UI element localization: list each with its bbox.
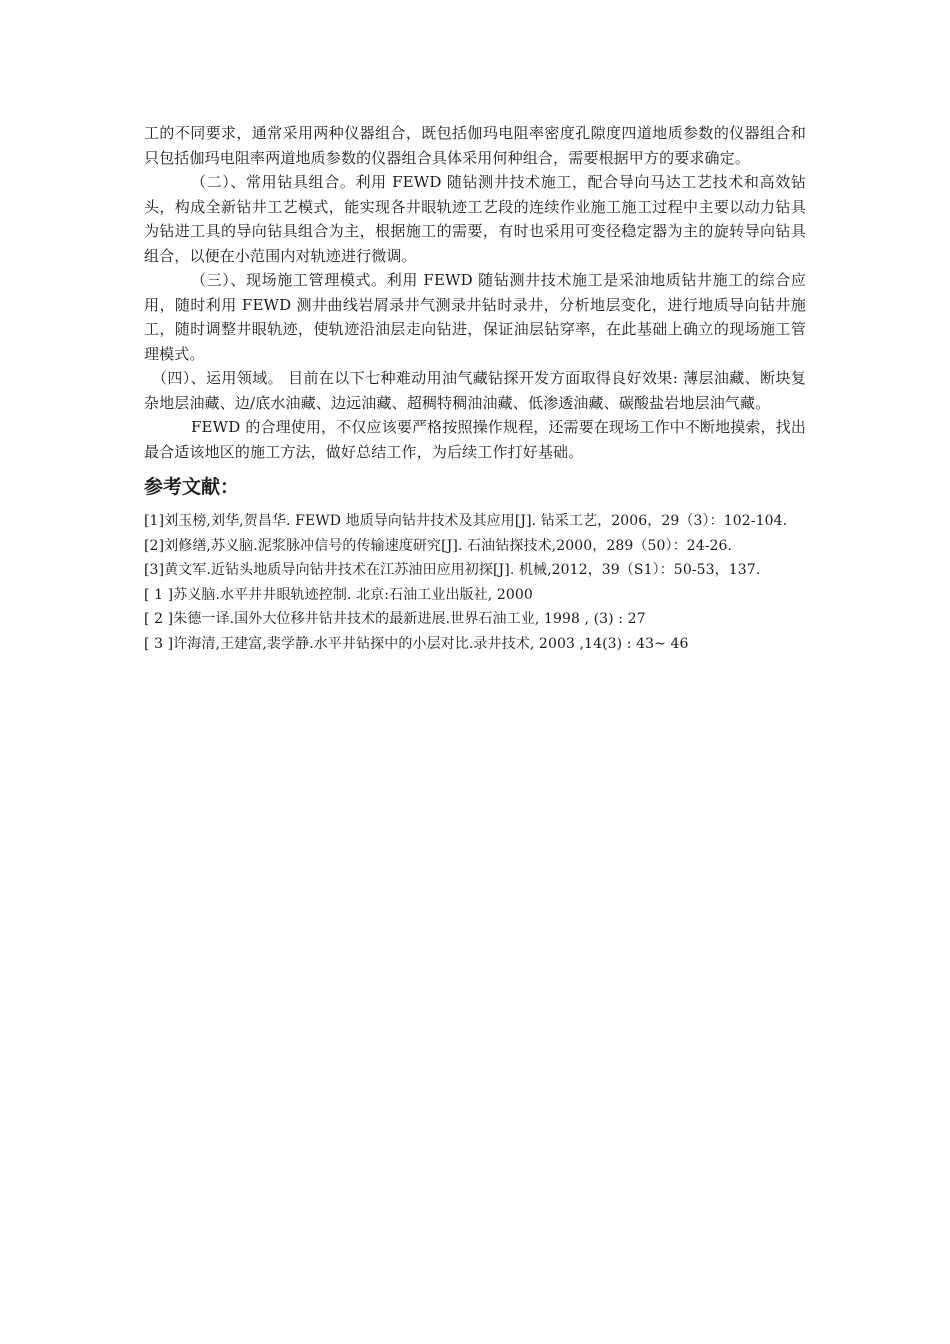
references-heading: 参考文献： <box>144 476 240 498</box>
reference-item: [2]刘修缮,苏义脑.泥浆脉冲信号的传输速度研究[J]. 石油钻探技术,2000，289（50）：24-26. <box>144 537 733 554</box>
body-paragraph-5: FEWD 的合理使用，不仅应该要严格按照操作规程，还需要在现场工作中不断地摸索，找出最合适该地区的施工方法，做好总结工作，为后续工作打好基础。 <box>144 418 806 461</box>
reference-item: [ 3 ]许海清,王建富,裴学静.水平井钻探中的小层对比.录井技术, 2003 ,14(3) : 43~ 46 <box>144 635 689 652</box>
body-paragraph-4: （四）、运用领域。 目前在以下七种难动用油气藏钻探开发方面取得良好效果: 薄层油藏、断块复杂地层油藏、边/底水油藏、边远油藏、超稠特稠油油藏、低渗透油藏、碳酸盐岩地层油气藏。 <box>144 369 806 412</box>
reference-item: [3]黄文军.近钻头地质导向钻井技术在江苏油田应用初探[J]. 机械,2012，39（S1）：50-53，137. <box>144 562 761 578</box>
body-paragraph-1: 工的不同要求，通常采用两种仪器组合，既包括伽玛电阻率密度孔隙度四道地质参数的仪器组合和只包括伽玛电阻率两道地质参数的仪器组合具体采用何种组合，需要根据甲方的要求确定。 <box>144 124 806 167</box>
reference-item: [1]刘玉榜,刘华,贺昌华. FEWD 地质导向钻井技术及其应用[J]. 钻采工艺，2006，29（3）：102-104. <box>144 513 788 529</box>
body-paragraph-2: （二）、常用钻具组合。利用 FEWD 随钻测井技术施工，配合导向马达工艺技术和高效钻头，构成全新钻井工艺模式，能实现各井眼轨迹工艺段的连续作业施工施工过程中主要以动力钻具为钻进工具的导向钻具组合为主，根据施工的需要，有时也采用可变径稳定器为主的旋转导向钻具组合，以便在小范围内对轨迹进行微调。 <box>144 173 806 265</box>
document-page <box>144 121 806 656</box>
references-list <box>144 509 806 656</box>
reference-item: [ 2 ]朱德一译.国外大位移井钻井技术的最新进展.世界石油工业, 1998 , (3) : 27 <box>144 611 646 627</box>
body-paragraph-3: （三）、现场施工管理模式。利用 FEWD 随钻测井技术施工是采油地质钻井施工的综合应用，随时利用 FEWD 测井曲线岩屑录井气测录井钻时录井，分析地层变化，进行地质导向钻井施工，随时调整井眼轨迹，使轨迹沿油层走向钻进，保证油层钻穿率，在此基础上确立的现场施工管理模式。 <box>144 271 806 363</box>
reference-item: [ 1 ]苏义脑.水平井井眼轨迹控制. 北京:石油工业出版社, 2000 <box>144 586 533 603</box>
